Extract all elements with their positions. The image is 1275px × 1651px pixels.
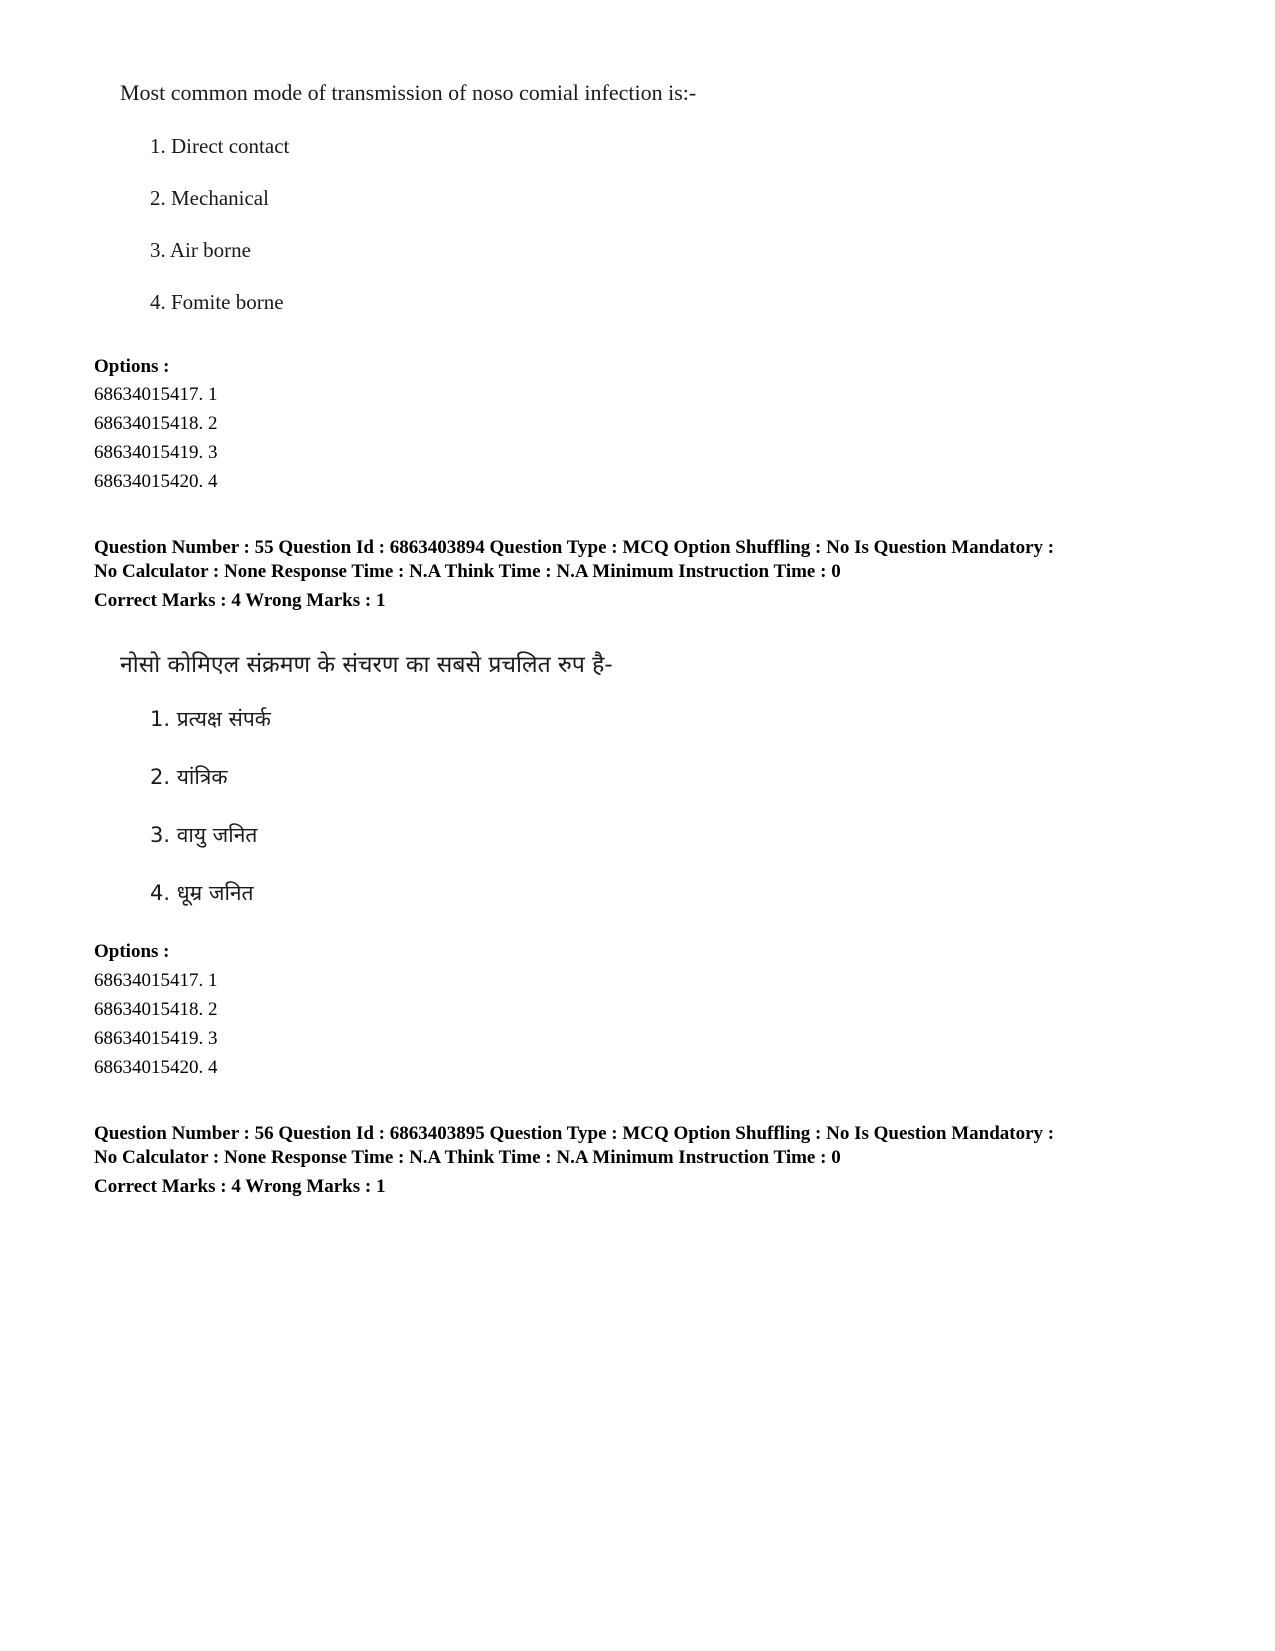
option-id: 68634015419. 3 [94, 442, 218, 463]
question-meta-line: Question Number : 55 Question Id : 6863403894 Question Type : MCQ Option Shuffling : No Is Question Mandatory : [94, 537, 1055, 558]
option-id: 68634015420. 4 [94, 471, 218, 492]
question-meta-line: No Calculator : None Response Time : N.A Think Time : N.A Minimum Instruction Time : 0 [94, 561, 841, 582]
option-id: 68634015418. 2 [94, 999, 218, 1020]
option-id: 68634015419. 3 [94, 1028, 218, 1049]
marks-line: Correct Marks : 4 Wrong Marks : 1 [94, 590, 386, 611]
options-label: Options : [94, 941, 170, 962]
choice-2: 2. Mechanical [150, 186, 269, 210]
option-id: 68634015417. 1 [94, 970, 218, 991]
marks-line: Correct Marks : 4 Wrong Marks : 1 [94, 1176, 386, 1197]
question-meta-line: No Calculator : None Response Time : N.A Think Time : N.A Minimum Instruction Time : 0 [94, 1147, 841, 1168]
option-id: 68634015417. 1 [94, 384, 218, 405]
option-id: 68634015420. 4 [94, 1057, 218, 1078]
choice-4: 4. Fomite borne [150, 290, 284, 314]
choice-1: 1. Direct contact [150, 134, 290, 158]
choice-4: 4. धूम्र जनित [150, 881, 254, 905]
choice-3: 3. वायु जनित [150, 823, 258, 847]
choice-2: 2. यांत्रिक [150, 765, 228, 789]
option-id: 68634015418. 2 [94, 413, 218, 434]
question-text-hindi: नोसो कोमिएल संक्रमण के संचरण का सबसे प्रचलित रुप है- [120, 652, 613, 678]
question-meta-line: Question Number : 56 Question Id : 6863403895 Question Type : MCQ Option Shuffling : No Is Question Mandatory : [94, 1123, 1055, 1144]
question-text: Most common mode of transmission of noso comial infection is:- [120, 80, 697, 105]
choice-1: 1. प्रत्यक्ष संपर्क [150, 707, 271, 731]
options-label: Options : [94, 356, 170, 377]
choice-3: 3. Air borne [150, 238, 251, 262]
